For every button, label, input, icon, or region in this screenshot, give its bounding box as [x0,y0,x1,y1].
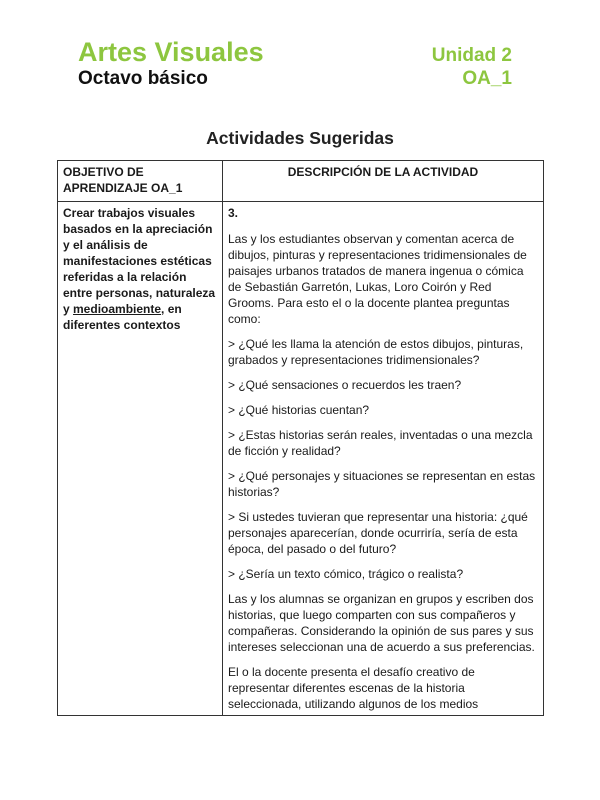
activities-table [57,160,544,716]
question-item: > ¿Sería un texto cómico, trágico o realista? [228,567,464,581]
description-column-header: DESCRIPCIÓN DE LA ACTIVIDAD [223,161,544,202]
objective-cell [58,202,223,716]
question-item: > Si ustedes tuvieran que representar una historia: ¿qué personajes aparecerían, donde ocurriría, sería de esta época, del pasado o del futuro? [228,510,528,556]
header-title-row [78,36,512,68]
activity-number: 3. [228,206,239,220]
subject-title: Artes Visuales [78,37,264,67]
question-item: > ¿Qué historias cuentan? [228,403,370,417]
objective-text: Crear trabajos visuales basados en la apreciación y el análisis de manifestaciones estéticas referidas a la relación entre personas, naturaleza y [63,206,216,316]
table-row [58,202,544,716]
question-item: > ¿Estas historias serán reales, inventadas o una mezcla de ficción y realidad? [228,428,533,458]
unit-label: Unidad 2 [431,45,512,66]
question-item: > ¿Qué personajes y situaciones se representan en estas historias? [228,469,536,499]
objective-column-header: OBJETIVO DE APRENDIZAJE OA_1 [58,161,223,202]
question-item: > ¿Qué les llama la atención de estos dibujos, pinturas, grabados y representaciones tridimensionales? [228,337,524,367]
objective-text-end: , en diferentes contextos [63,302,182,332]
description-paragraph: Las y los alumnas se organizan en grupos y escriben dos historias, que luego comparten con sus compañeros y compañeras. Considerando la opinión de sus pares y sus intereses seleccionan una de acuerdo a sus preferencias. [228,592,535,654]
document-header [78,36,512,90]
question-item: > ¿Qué sensaciones o recuerdos les traen? [228,378,462,392]
table-header-row [58,161,544,202]
description-paragraph: Las y los estudiantes observan y comentan acerca de dibujos, pinturas y representaciones tridimensionales de paisajes urbanos tratados de manera ingenua o cómica de Sebastián Garretón, Lukas, Loro Coirón y Red Grooms. Para esto el o la docente plantea preguntas como: [228,232,527,326]
description-cell [223,202,544,716]
objective-underlined-term: medioambiente [73,302,162,316]
grade-level: Octavo básico [78,68,208,89]
objective-code: OA_1 [462,68,512,89]
header-subtitle-row [78,68,512,90]
section-title: Actividades Sugeridas [206,128,394,148]
description-paragraph: El o la docente presenta el desafío creativo de representar diferentes escenas de la historia seleccionada, utilizando algunos de los medios [228,665,479,711]
